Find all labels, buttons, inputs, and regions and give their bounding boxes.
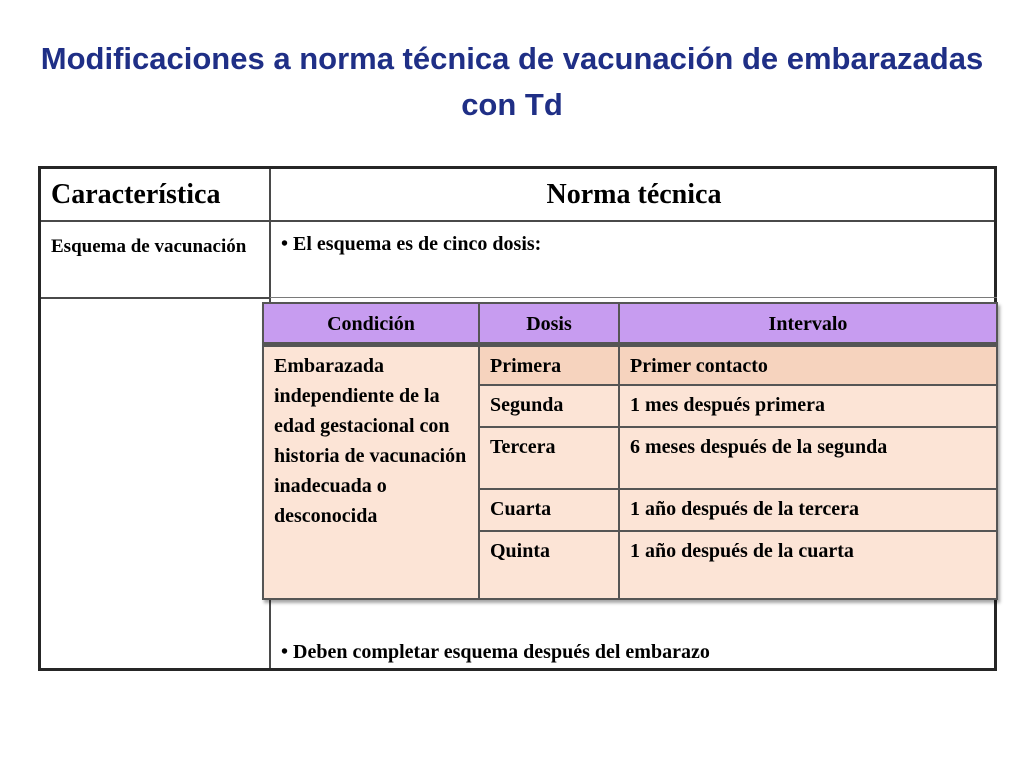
dose-cell: Quinta bbox=[480, 532, 620, 600]
row-divider bbox=[41, 297, 270, 299]
condition-cell: Embarazada independiente de la edad gestacional con historia de vacunación inadecuada o desconocida bbox=[262, 344, 480, 600]
dose-cell: Tercera bbox=[480, 428, 620, 490]
dose-cell: Primera bbox=[480, 344, 620, 386]
header-divider bbox=[41, 220, 994, 222]
col-header-condicion: Condición bbox=[262, 302, 480, 344]
header-norma-tecnica: Norma técnica bbox=[546, 179, 722, 210]
interval-cell: 1 año después de la tercera bbox=[620, 490, 998, 532]
interval-cell: Primer contacto bbox=[620, 344, 998, 386]
col-header-intervalo: Intervalo bbox=[620, 302, 998, 344]
dose-cell: Segunda bbox=[480, 386, 620, 428]
row-label-esquema: Esquema de vacunación bbox=[51, 236, 247, 257]
row-divider-right bbox=[270, 297, 997, 298]
dosis-table bbox=[262, 302, 998, 600]
bullet-cinco-dosis: • El esquema es de cinco dosis: bbox=[281, 233, 542, 255]
interval-cell: 6 meses después de la segunda bbox=[620, 428, 998, 490]
dose-cell: Cuarta bbox=[480, 490, 620, 532]
bullet-completar-esquema: • Deben completar esquema después del embarazo bbox=[281, 641, 710, 663]
slide-title: Modificaciones a norma técnica de vacunación de embarazadas con Td bbox=[40, 41, 984, 122]
header-caracteristica: Característica bbox=[51, 179, 221, 210]
col-header-dosis: Dosis bbox=[480, 302, 620, 344]
interval-cell: 1 año después de la cuarta bbox=[620, 532, 998, 600]
interval-cell: 1 mes después primera bbox=[620, 386, 998, 428]
